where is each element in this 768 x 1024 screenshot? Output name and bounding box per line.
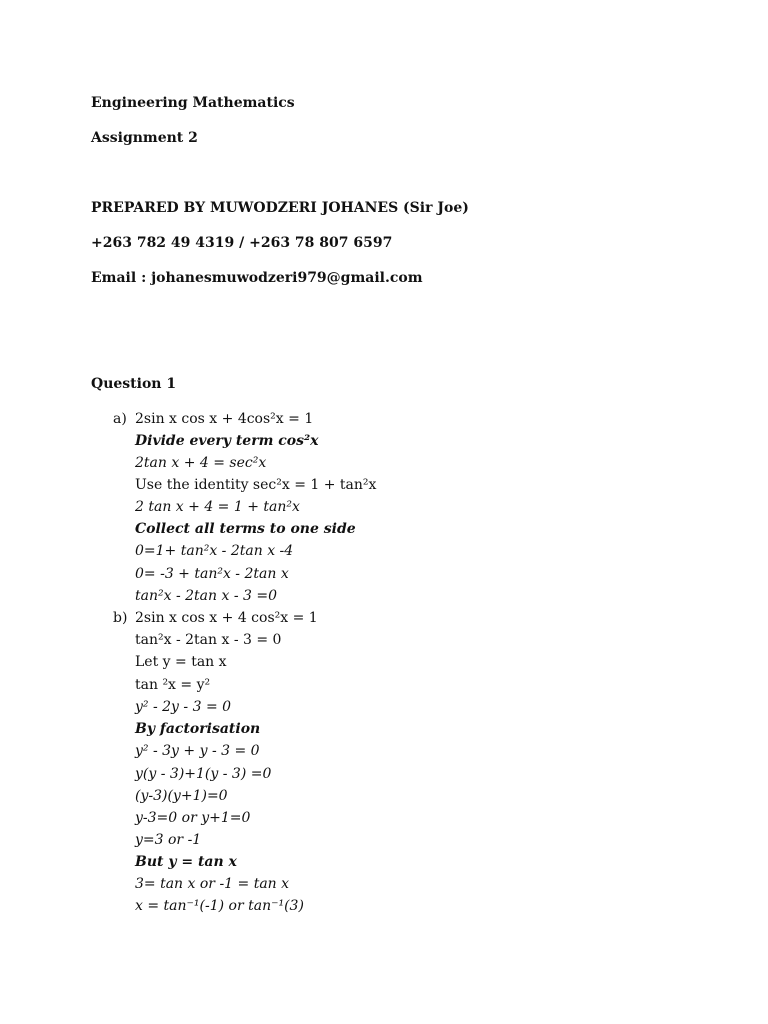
question-title: Question 1: [91, 376, 177, 392]
equation-line: (y-3)(y+1)=0: [135, 788, 228, 804]
equation-line: y² - 3y + y - 3 = 0: [135, 743, 260, 759]
step-heading: Divide every term cos²x: [135, 433, 319, 449]
equation-line: 0=1+ tan²x - 2tan x -4: [135, 543, 294, 559]
step-heading: Collect all terms to one side: [135, 521, 356, 537]
substitution-line: Let y = tan x: [135, 654, 227, 670]
equation-line: tan²x - 2tan x - 3 = 0: [135, 632, 282, 648]
equation-line: y=3 or -1: [135, 832, 202, 848]
equation-line: y(y - 3)+1(y - 3) =0: [135, 766, 272, 782]
equation-line: 2sin x cos x + 4cos²x = 1: [135, 411, 314, 427]
equation-line: y-3=0 or y+1=0: [135, 810, 251, 826]
course-title: Engineering Mathematics: [91, 95, 295, 111]
equation-line: 2sin x cos x + 4 cos²x = 1: [135, 610, 318, 626]
step-heading: But y = tan x: [135, 854, 237, 870]
phone-numbers: +263 782 49 4319 / +263 78 807 6597: [91, 235, 393, 251]
equation-line: 2tan x + 4 = sec²x: [135, 455, 267, 471]
equation-line: tan ²x = y²: [135, 677, 211, 693]
equation-line: 0= -3 + tan²x - 2tan x: [135, 566, 289, 582]
equation-line: tan²x - 2tan x - 3 =0: [135, 588, 277, 604]
assignment-title: Assignment 2: [91, 130, 198, 146]
part-a-marker: a): [113, 411, 127, 427]
equation-line: 2 tan x + 4 = 1 + tan²x: [135, 499, 300, 515]
equation-line: x = tan⁻¹(-1) or tan⁻¹(3): [135, 898, 304, 914]
email-line: Email : johanesmuwodzeri979@gmail.com: [91, 270, 423, 286]
step-heading: By factorisation: [135, 721, 261, 737]
equation-line: 3= tan x or -1 = tan x: [135, 876, 290, 892]
equation-line: y² - 2y - 3 = 0: [135, 699, 232, 715]
identity-line: Use the identity sec²x = 1 + tan²x: [135, 477, 377, 493]
author-line: PREPARED BY MUWODZERI JOHANES (Sir Joe): [91, 200, 469, 216]
part-b-marker: b): [113, 610, 128, 626]
